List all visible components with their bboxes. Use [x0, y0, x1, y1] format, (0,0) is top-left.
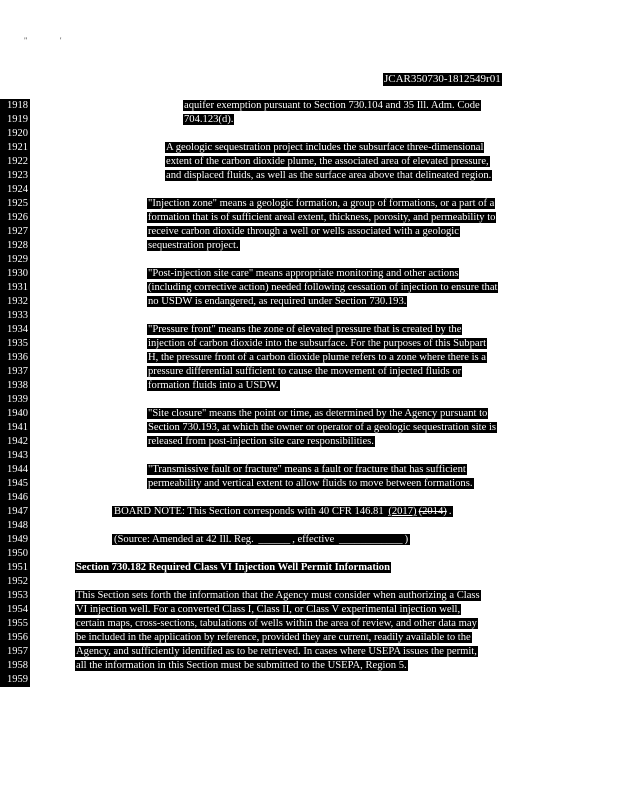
line-number: 1934	[0, 323, 30, 337]
deleted-text: (2014)	[418, 506, 447, 517]
text-line: "Pressure front" means the zone of elevated pressure that is created by the	[148, 324, 462, 335]
line-number: 1942	[0, 435, 30, 449]
text-line: "Post-injection site care" means appropriate monitoring and other actions	[148, 268, 459, 279]
pressure-front-definition	[147, 323, 487, 393]
line-number: 1944	[0, 463, 30, 477]
line-number: 1935	[0, 337, 30, 351]
text-line: Agency, and sufficiently identified as to be retrieved. In cases where USEPA issues the permit,	[76, 646, 477, 657]
line-number: 1953	[0, 589, 30, 603]
text-line: 704.123(d).	[184, 114, 234, 125]
text-line: certain maps, cross-sections, tabulations of wells within the area of review, and other data may	[76, 618, 477, 629]
text-line: pressure differential sufficient to cause the movement of injected fluids or	[148, 366, 462, 377]
line-number: 1947	[0, 505, 30, 519]
line-number: 1931	[0, 281, 30, 295]
board-note	[112, 505, 453, 519]
line-number: 1952	[0, 575, 30, 589]
line-number: 1932	[0, 295, 30, 309]
text-line: be included in the application by reference, provided they are current, readily available to the	[76, 632, 471, 643]
aquifer-exemption-paragraph	[183, 99, 481, 127]
injection-zone-definition	[147, 197, 496, 253]
line-number: 1930	[0, 267, 30, 281]
section-body-paragraph	[75, 589, 481, 673]
text-line: no USDW is endangered, as required under Section 730.193.	[148, 296, 407, 307]
line-number: 1924	[0, 183, 30, 197]
line-number: 1940	[0, 407, 30, 421]
text-line: A geologic sequestration project includes the subsurface three-dimensional	[166, 142, 484, 153]
line-number: 1921	[0, 141, 30, 155]
text-line: "Injection zone" means a geologic formation, a group of formations, or a part of a	[148, 198, 495, 209]
line-number: 1956	[0, 631, 30, 645]
text-line: "Site closure" means the point or time, as determined by the Agency pursuant to	[148, 408, 488, 419]
text-line: This Section sets forth the information that the Agency must consider when authorizing a Class	[76, 590, 480, 601]
text-line: Section 730.193, at which the owner or operator of a geologic sequestration site is	[148, 422, 497, 433]
line-number: 1922	[0, 155, 30, 169]
text-line: formation fluids into a USDW.	[148, 380, 279, 391]
source-note-text: (Source: Amended at 42 Ill. Reg. ______ , effective ____________ )	[114, 534, 409, 545]
text-line: H, the pressure front of a carbon dioxide plume refers to a zone where there is a	[148, 352, 486, 363]
text-line: permeability and vertical extent to allow fluids to move between formations.	[148, 478, 473, 489]
source-note	[112, 533, 410, 547]
board-note-text: BOARD NOTE: This Section corresponds with 40 CFR 146.81 (2017) (2014) .	[114, 506, 452, 517]
text-line: "Transmissive fault or fracture" means a fault or fracture that has sufficient	[148, 464, 466, 475]
inserted-text: (2017)	[388, 506, 417, 517]
line-number: 1950	[0, 547, 30, 561]
line-number: 1918	[0, 99, 30, 113]
section-title: Section 730.182 Required Class VI Injection Well Permit Information	[76, 562, 390, 573]
line-number: 1954	[0, 603, 30, 617]
scan-mark: '	[60, 36, 62, 45]
line-number: 1957	[0, 645, 30, 659]
line-number: 1919	[0, 113, 30, 127]
geologic-project-paragraph	[165, 141, 492, 183]
line-number: 1937	[0, 365, 30, 379]
line-number: 1946	[0, 491, 30, 505]
text-line: receive carbon dioxide through a well or wells associated with a geologic	[148, 226, 459, 237]
line-number: 1943	[0, 449, 30, 463]
text-line: formation that is of sufficient areal extent, thickness, porosity, and permeability to	[148, 212, 496, 223]
line-number: 1927	[0, 225, 30, 239]
transmissive-fault-definition	[147, 463, 474, 491]
post-injection-site-care-definition	[147, 267, 498, 309]
text-line: VI injection well. For a converted Class I, Class II, or Class V experimental injection well,	[76, 604, 461, 615]
text-line: released from post-injection site care responsibilities.	[148, 436, 374, 447]
line-number: 1929	[0, 253, 30, 267]
line-number: 1938	[0, 379, 30, 393]
line-number: 1936	[0, 351, 30, 365]
line-number: 1941	[0, 421, 30, 435]
text-line: injection of carbon dioxide into the subsurface. For the purposes of this Subpart	[148, 338, 487, 349]
line-number: 1925	[0, 197, 30, 211]
scan-mark: "	[24, 36, 28, 45]
line-number: 1939	[0, 393, 30, 407]
text-line: sequestration project.	[148, 240, 239, 251]
line-number: 1948	[0, 519, 30, 533]
section-heading	[75, 561, 391, 575]
text-line: aquifer exemption pursuant to Section 730.104 and 35 Ill. Adm. Code	[184, 100, 480, 111]
document-id-header: JCAR350730-1812549r01	[384, 73, 501, 85]
line-number: 1926	[0, 211, 30, 225]
line-number: 1928	[0, 239, 30, 253]
site-closure-definition	[147, 407, 497, 449]
line-number: 1955	[0, 617, 30, 631]
text-line: extent of the carbon dioxide plume, the associated area of elevated pressure,	[166, 156, 489, 167]
line-number: 1945	[0, 477, 30, 491]
line-number: 1949	[0, 533, 30, 547]
line-number-column	[0, 99, 30, 687]
text-line: all the information in this Section must be submitted to the USEPA, Region 5.	[76, 660, 407, 671]
text-line: and displaced fluids, as well as the surface area above that delineated region.	[166, 170, 492, 181]
line-number: 1951	[0, 561, 30, 575]
line-number: 1920	[0, 127, 30, 141]
line-number: 1933	[0, 309, 30, 323]
line-number: 1958	[0, 659, 30, 673]
text-line: (including corrective action) needed following cessation of injection to ensure that	[148, 282, 498, 293]
line-number: 1959	[0, 673, 30, 687]
line-number: 1923	[0, 169, 30, 183]
